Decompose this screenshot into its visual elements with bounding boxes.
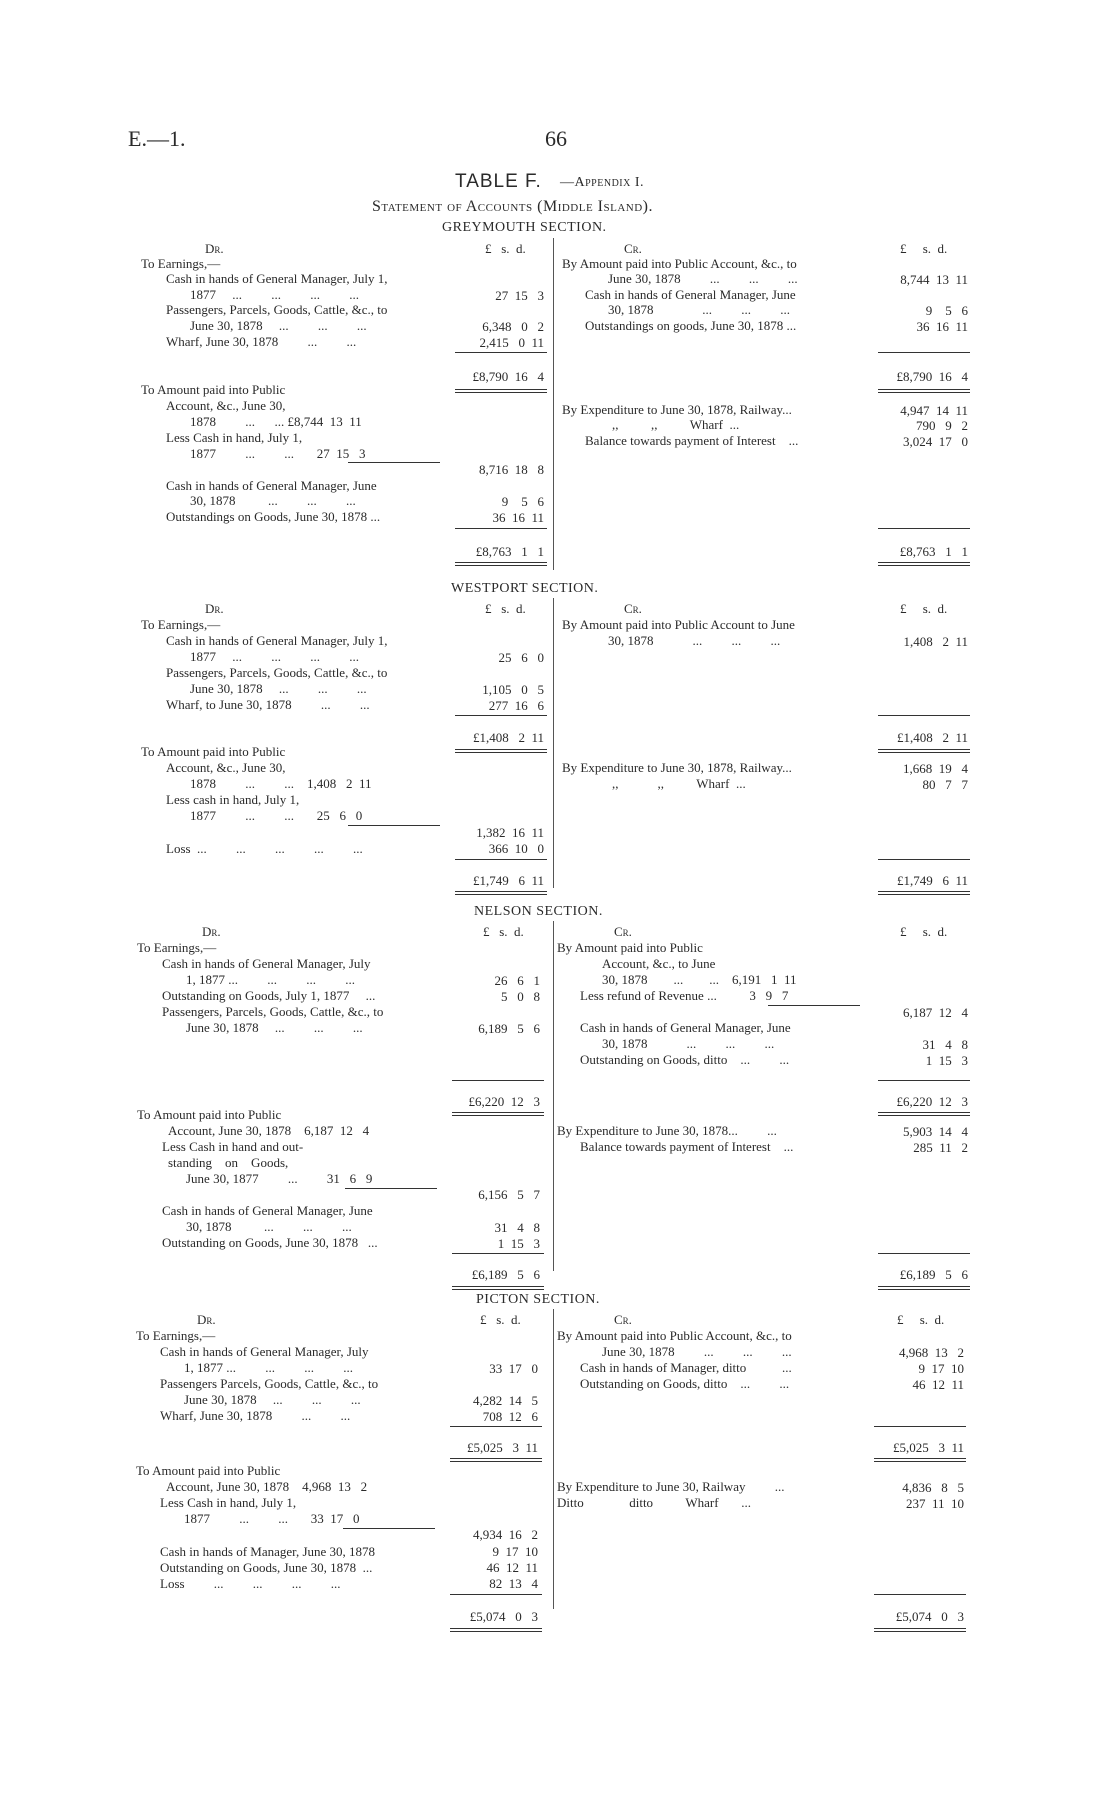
credit-total: £1,408 2 11 [896,730,968,745]
debit-amount: 366 10 0 [488,841,544,856]
credit-amount: 8,744 13 11 [900,272,968,287]
debit-line: To Amount paid into Public [136,1463,281,1478]
debit-line: Outstanding on Goods, July 1, 1877 ... [162,988,376,1003]
credit-line: By Expenditure to June 30, Railway ... [557,1479,785,1494]
debit-line: Less cash in hand, July 1, [166,792,300,807]
debit-line: Account, June 30, 1878 6,187 12 4 [168,1123,370,1138]
debit-total: £1,749 6 11 [472,873,544,888]
credit-amount: 1,408 2 11 [903,634,968,649]
debit-line: To Amount paid into Public [137,1107,282,1122]
debit-line: Passengers, Parcels, Goods, Cattle, &c., to [162,1004,384,1019]
credit-line: ,, ,, Wharf ... [612,776,746,791]
debit-line: 1877 ... ... 27 15 3 [190,446,366,461]
debit-line: Cash in hands of General Manager, July [160,1344,369,1359]
debit-line: To Earnings,— [141,617,221,632]
debit-line: June 30, 1877 ... 31 6 9 [186,1171,373,1186]
debit-amount: 6,189 5 6 [478,1021,540,1036]
debit-line: 1877 ... ... 33 17 0 [184,1511,360,1526]
debit-line: Cash in hands of General Manager, June [166,478,377,493]
credit-total: £5,025 3 11 [892,1440,964,1455]
debit-amount: 31 4 8 [494,1220,540,1235]
debit-amount: 1,382 16 11 [476,825,544,840]
section-title: NELSON SECTION. [474,904,603,919]
credit-line: By Amount paid into Public Account, &c., to [562,256,797,271]
credit-amount: 46 12 11 [912,1377,964,1392]
debit-line: 1, 1877 ... ... ... ... [186,972,355,987]
credit-total: £6,189 5 6 [899,1267,968,1282]
debit-amount: 4,934 16 2 [473,1527,538,1542]
debit-amount: 26 6 1 [494,973,540,988]
debit-line: Wharf, June 30, 1878 ... ... [160,1408,351,1423]
credit-line: Balance towards payment of Interest ... [580,1139,794,1154]
debit-amount: 5 0 8 [501,989,540,1004]
debit-total: £8,763 1 1 [475,544,544,559]
debit-line: Wharf, June 30, 1878 ... ... [166,334,357,349]
debit-line: To Amount paid into Public [141,744,286,759]
credit-amount: 237 11 10 [905,1496,964,1511]
credit-line: 30, 1878 ... ... ... [602,1036,775,1051]
debit-line: June 30, 1878 ... ... ... [186,1020,363,1035]
debit-amount: 36 16 11 [492,510,544,525]
debit-amount: 1,105 0 5 [482,682,544,697]
credit-amount: 80 7 7 [922,777,968,792]
credit-line: 30, 1878 ... ... 6,191 1 11 [602,972,797,987]
debit-line: Loss ... ... ... ... [160,1576,341,1591]
credit-line: Less refund of Revenue ... 3 9 7 [580,988,789,1003]
debit-line: 1878 ... ... 1,408 2 11 [190,776,372,791]
debit-amount: 33 17 0 [489,1361,538,1376]
credit-line: By Expenditure to June 30, 1878... ... [557,1123,777,1138]
credit-total: £8,790 16 4 [896,369,968,384]
debit-line: Less Cash in hand, July 1, [166,430,303,445]
debit-line: Account, &c., June 30, [166,760,286,775]
debit-line: Passengers, Parcels, Goods, Cattle, &c., to [166,665,388,680]
debit-line: Wharf, to June 30, 1878 ... ... [166,697,370,712]
debit-total: £6,220 12 3 [468,1094,540,1109]
credit-line: By Expenditure to June 30, 1878, Railway... [562,760,792,775]
credit-line: Ditto ditto Wharf ... [557,1495,752,1510]
lsd-header-right: £ s. d. [900,601,948,616]
credit-line: Cash in hands of General Manager, June [580,1020,791,1035]
credit-line: 30, 1878 ... ... ... [608,302,790,317]
credit-header: Cr. [614,924,632,939]
debit-line: Cash in hands of General Manager, July [162,956,371,971]
lsd-header-right: £ s. d. [900,924,948,939]
debit-total: £5,025 3 11 [466,1440,538,1455]
credit-amount: 9 5 6 [925,303,968,318]
table-subtitle: Statement of Accounts (Middle Island). [372,198,654,215]
debit-line: standing on Goods, [168,1155,289,1170]
debit-line: Loss ... ... ... ... ... [166,841,363,856]
section-title: PICTON SECTION. [476,1292,600,1307]
credit-amount: 4,836 8 5 [902,1480,964,1495]
debit-line: June 30, 1878 ... ... ... [190,681,367,696]
debit-line: Passengers Parcels, Goods, Cattle, &c., to [160,1376,379,1391]
lsd-header-left: £ s. d. [483,924,524,939]
credit-amount: 9 17 10 [918,1361,964,1376]
table-title: TABLE F. [455,171,542,192]
debit-amount: 25 6 0 [498,650,544,665]
debit-total: £6,189 5 6 [471,1267,540,1282]
credit-total: £1,749 6 11 [896,873,968,888]
credit-amount: 1,668 19 4 [903,761,968,776]
credit-line: Account, &c., to June [602,956,716,971]
credit-amount: 31 4 8 [922,1037,968,1052]
section-title: GREYMOUTH SECTION. [442,220,607,235]
credit-line: By Amount paid into Public [557,940,703,955]
credit-line: Outstanding on Goods, ditto ... ... [580,1052,790,1067]
table-appendix: —Appendix I. [560,175,644,190]
lsd-header-right: £ s. d. [897,1312,945,1327]
credit-amount: 4,947 14 11 [900,403,968,418]
debit-amount: 9 17 10 [492,1544,538,1559]
credit-line: Outstanding on Goods, ditto ... ... [580,1376,790,1391]
debit-line: 30, 1878 ... ... ... [186,1219,352,1234]
debit-total: £8,790 16 4 [472,369,544,384]
debit-header: Dr. [202,924,221,939]
credit-amount: 6,187 12 4 [903,1005,968,1020]
debit-amount: 9 5 6 [501,494,544,509]
debit-amount: 6,156 5 7 [478,1187,540,1202]
lsd-header-left: £ s. d. [485,601,526,616]
debit-line: Less Cash in hand and out- [162,1139,304,1154]
debit-line: To Amount paid into Public [141,382,286,397]
debit-amount: 46 12 11 [486,1560,538,1575]
debit-line: June 30, 1878 ... ... ... [190,318,367,333]
credit-amount: 1 15 3 [925,1053,968,1068]
credit-line: Balance towards payment of Interest ... [585,433,799,448]
credit-line: ,, ,, Wharf ... [612,417,740,432]
credit-amount: 5,903 14 4 [903,1124,968,1139]
credit-amount: 3,024 17 0 [903,434,968,449]
credit-line: June 30, 1878 ... ... ... [602,1344,792,1359]
page-number: 66 [545,126,567,151]
credit-line: Outstandings on goods, June 30, 1878 ... [585,318,797,333]
credit-total: £5,074 0 3 [895,1609,964,1624]
lsd-header-left: £ s. d. [480,1312,521,1327]
lsd-header-left: £ s. d. [485,241,526,256]
debit-total: £5,074 0 3 [469,1609,538,1624]
credit-header: Cr. [624,601,642,616]
debit-amount: 1 15 3 [497,1236,540,1251]
credit-line: Cash in hands of Manager, ditto ... [580,1360,792,1375]
page-reference: E.—1. [128,126,186,151]
debit-line: 1878 ... ... £8,744 13 11 [190,414,362,429]
credit-line: By Amount paid into Public Account to June [562,617,795,632]
credit-total: £6,220 12 3 [896,1094,968,1109]
debit-line: To Earnings,— [141,256,221,271]
credit-line: 30, 1878 ... ... ... [608,633,781,648]
credit-amount: 285 11 2 [913,1140,968,1155]
debit-header: Dr. [205,601,224,616]
debit-line: June 30, 1878 ... ... ... [184,1392,361,1407]
debit-amount: 2,415 0 11 [479,335,544,350]
debit-line: Outstanding on Goods, June 30, 1878 ... [162,1235,378,1250]
debit-line: Outstanding on Goods, June 30, 1878 ... [160,1560,373,1575]
credit-line: By Amount paid into Public Account, &c., to [557,1328,792,1343]
debit-line: 30, 1878 ... ... ... [190,493,356,508]
credit-amount: 4,968 13 2 [899,1345,964,1360]
credit-header: Cr. [614,1312,632,1327]
section-title: WESTPORT SECTION. [451,581,599,596]
credit-line: Cash in hands of General Manager, June [585,287,796,302]
debit-line: 1877 ... ... ... ... [190,287,359,302]
credit-header: Cr. [624,241,642,256]
debit-total: £1,408 2 11 [472,730,544,745]
debit-line: 1, 1877 ... ... ... ... [184,1360,353,1375]
lsd-header-right: £ s. d. [900,241,948,256]
debit-line: To Earnings,— [136,1328,216,1343]
debit-line: To Earnings,— [137,940,217,955]
debit-amount: 4,282 14 5 [473,1393,538,1408]
debit-amount: 6,348 0 2 [482,319,544,334]
credit-line: June 30, 1878 ... ... ... [608,271,798,286]
debit-line: 1877 ... ... ... ... [190,649,359,664]
debit-line: Cash in hands of Manager, June 30, 1878 [160,1544,376,1559]
debit-line: Account, &c., June 30, [166,398,286,413]
debit-line: Passengers, Parcels, Goods, Cattle, &c., to [166,302,388,317]
debit-amount: 8,716 18 8 [479,462,544,477]
debit-line: Cash in hands of General Manager, July 1, [166,271,388,286]
debit-line: Account, June 30, 1878 4,968 13 2 [166,1479,368,1494]
credit-amount: 790 9 2 [916,418,968,433]
debit-line: Cash in hands of General Manager, July 1, [166,633,388,648]
debit-amount: 27 15 3 [495,288,544,303]
debit-line: Less Cash in hand, July 1, [160,1495,297,1510]
credit-line: By Expenditure to June 30, 1878, Railway... [562,402,792,417]
debit-line: 1877 ... ... 25 6 0 [190,808,363,823]
debit-header: Dr. [205,241,224,256]
debit-line: Outstandings on Goods, June 30, 1878 ... [166,509,381,524]
debit-line: Cash in hands of General Manager, June [162,1203,373,1218]
credit-amount: 36 16 11 [916,319,968,334]
debit-amount: 708 12 6 [482,1409,538,1424]
debit-header: Dr. [197,1312,216,1327]
debit-amount: 82 13 4 [489,1576,538,1591]
debit-amount: 277 16 6 [488,698,544,713]
credit-total: £8,763 1 1 [899,544,968,559]
